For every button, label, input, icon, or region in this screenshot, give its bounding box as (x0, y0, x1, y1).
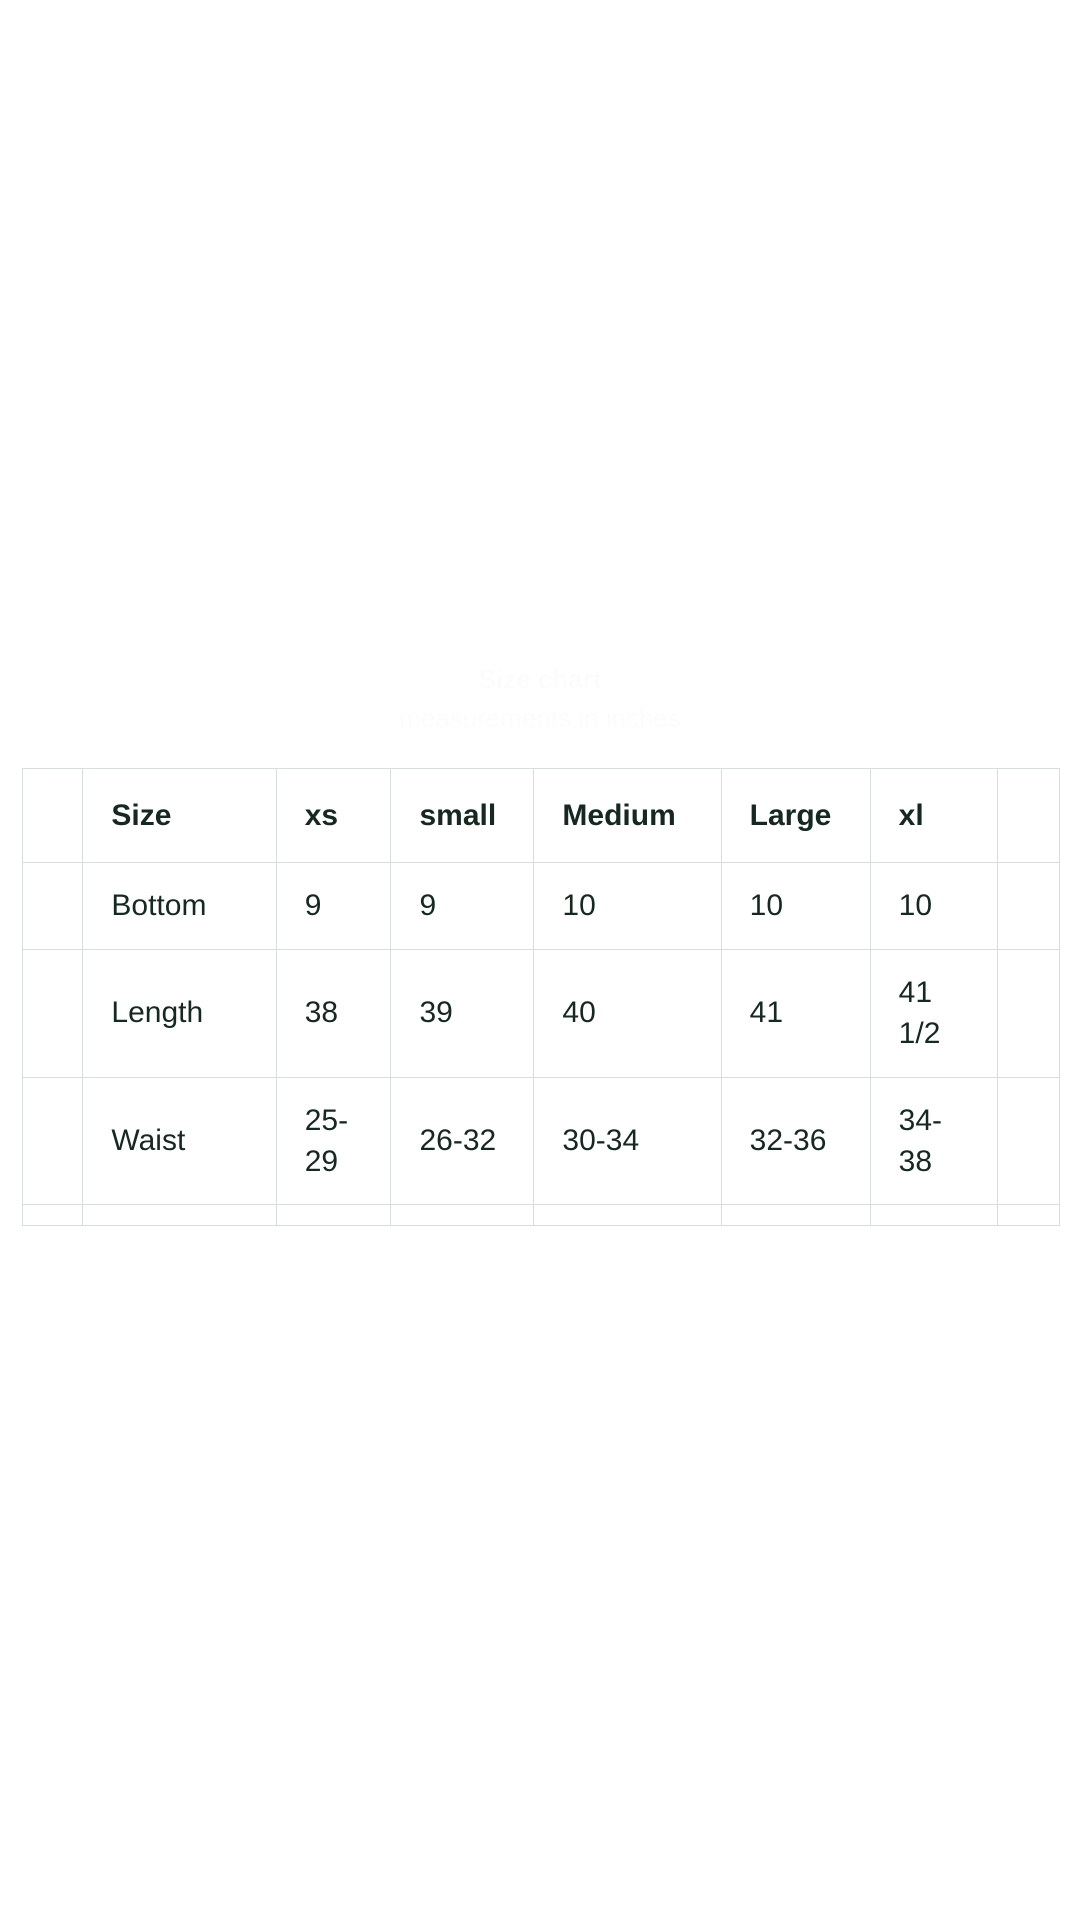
cell-spacer-right (997, 863, 1059, 949)
cell-filler (23, 1205, 83, 1226)
cell-xs: 25-29 (276, 1077, 391, 1205)
cell-xl: 10 (870, 863, 997, 949)
cell-small: 9 (391, 863, 534, 949)
cell-spacer-left (23, 863, 83, 949)
cell-xl: 41 1/2 (870, 949, 997, 1077)
cell-xs: 38 (276, 949, 391, 1077)
cell-medium: 30-34 (534, 1077, 721, 1205)
header-cell-large: Large (721, 769, 870, 863)
table-row (23, 949, 1060, 1077)
table-row-filler (23, 1205, 1060, 1226)
table-row (23, 1077, 1060, 1205)
faint-heading-title: Size chart (478, 664, 602, 694)
cell-spacer-right (997, 1077, 1059, 1205)
cell-row-label: Length (83, 949, 276, 1077)
cell-row-label: Waist (83, 1077, 276, 1205)
size-chart-container (22, 768, 1060, 1226)
faint-heading-block (0, 660, 1080, 738)
cell-large: 32-36 (721, 1077, 870, 1205)
size-chart-table (22, 768, 1060, 1226)
cell-filler (83, 1205, 276, 1226)
cell-small: 26-32 (391, 1077, 534, 1205)
cell-filler (721, 1205, 870, 1226)
header-cell-xs: xs (276, 769, 391, 863)
header-cell-small: small (391, 769, 534, 863)
cell-xs: 9 (276, 863, 391, 949)
table-header-row (23, 769, 1060, 863)
cell-filler (870, 1205, 997, 1226)
cell-spacer-right (997, 949, 1059, 1077)
cell-xl: 34-38 (870, 1077, 997, 1205)
cell-filler (534, 1205, 721, 1226)
cell-row-label: Bottom (83, 863, 276, 949)
header-cell-xl: xl (870, 769, 997, 863)
header-cell-spacer-left (23, 769, 83, 863)
header-cell-spacer-right (997, 769, 1059, 863)
cell-spacer-left (23, 1077, 83, 1205)
header-cell-size: Size (83, 769, 276, 863)
table-row (23, 863, 1060, 949)
faint-heading-subtitle: measurements in inches (399, 703, 681, 733)
cell-large: 10 (721, 863, 870, 949)
cell-filler (997, 1205, 1059, 1226)
header-cell-medium: Medium (534, 769, 721, 863)
cell-large: 41 (721, 949, 870, 1077)
cell-medium: 10 (534, 863, 721, 949)
cell-filler (276, 1205, 391, 1226)
cell-spacer-left (23, 949, 83, 1077)
cell-filler (391, 1205, 534, 1226)
cell-small: 39 (391, 949, 534, 1077)
cell-medium: 40 (534, 949, 721, 1077)
